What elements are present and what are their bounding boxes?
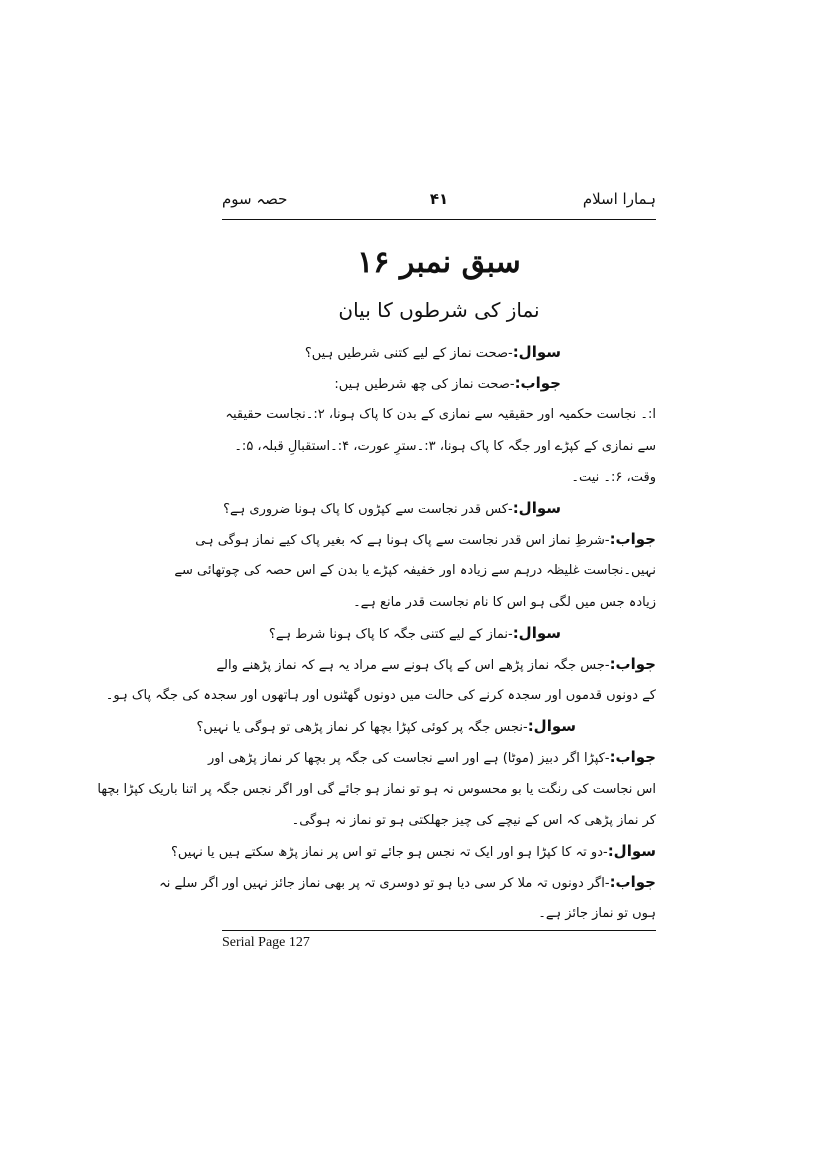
lesson-body (97, 337, 656, 930)
question-label: سوال: (512, 498, 561, 517)
book-title: ہمارا اسلام (582, 190, 656, 208)
answer-label: جواب: (609, 654, 656, 673)
question-label: سوال: (607, 842, 656, 860)
question-3 (222, 618, 656, 649)
answer-label: جواب: (514, 374, 561, 393)
answer-label: جواب: (609, 873, 656, 892)
question-text: -صحت نماز کے لیے کتنی شرطیں ہیں؟ (304, 346, 513, 361)
question-4 (196, 711, 656, 742)
answer-line: زیادہ جس میں لگی ہو اس کا نام نجاست قدر مانع ہے۔ (353, 594, 656, 610)
question-text: -نماز کے لیے کتنی جگہ کا پاک ہونا شرط ہے؟ (268, 626, 513, 642)
page-header (222, 190, 656, 220)
answer-2 (195, 524, 656, 555)
answer-4 (207, 742, 656, 773)
question-text: -کس قدر نجاست سے کپڑوں کا پاک ہونا ضروری ہے؟ (223, 501, 513, 517)
answer-line: وقت، ۶:۔ نیت۔ (571, 469, 656, 485)
answer-text: -اگر دونوں تہ ملا کر سی دیا ہو تو دوسری تہ پر بھی نماز جائز نہیں اور اگر سلے نہ (159, 876, 610, 892)
lesson-subtitle: نماز کی شرطوں کا بیان (338, 298, 540, 322)
question-label: سوال: (512, 623, 561, 642)
question-text: -نجس جگہ پر کوئی کپڑا بچھا کر نماز پڑھی تو ہوگی یا نہیں؟ (196, 720, 528, 736)
answer-line: سے نمازی کے کپڑے اور جگہ کا پاک ہونا، ۳:۔سترِ عورت، ۴:۔استقبالِ قبلہ، ۵:۔ (234, 438, 656, 454)
answer-label: جواب: (609, 748, 656, 767)
answer-text: -کپڑا اگر دبیز (موٹا) ہے اور اسے نجاست کی جگہ پر بچھا کر نماز پڑھی اور (207, 751, 610, 767)
page-number: ۴۱ (429, 190, 449, 208)
answer-3 (216, 649, 656, 680)
answer-line: کے دونوں قدموں اور سجدہ کرنے کی حالت میں دونوں گھٹنوں اور ہاتھوں اور سجدہ کی جگہ پاک ہو۔ (105, 688, 656, 704)
lesson-title: سبق نمبر ۱۶ (357, 245, 521, 280)
answer-line: ا:۔ نجاست حکمیہ اور حقیقیہ سے نمازی کے بدن کا پاک ہونا، ۲:۔نجاست حقیقیہ (225, 407, 656, 423)
question-1 (222, 337, 656, 368)
answer-line: اس نجاست کی رنگت یا بو محسوس نہ ہو تو نماز ہو جائے گی اور اگر نجس جگہ پر اتنا باریک کپڑا بچھا (97, 781, 656, 797)
footer-rule (222, 930, 656, 931)
question-label: سوال: (527, 717, 576, 736)
answer-line: ہوں تو نماز جائز ہے۔ (538, 906, 656, 922)
question-5 (170, 836, 656, 867)
question-label: سوال: (512, 343, 561, 361)
question-2 (222, 493, 656, 524)
question-text: -دو تہ کا کپڑا ہو اور ایک تہ نجس ہو جائے تو اس پر نماز پڑھ سکتے ہیں یا نہیں؟ (170, 845, 608, 860)
answer-text: -جس جگہ نماز پڑھے اس کے پاک ہونے سے مراد یہ ہے کہ نماز پڑھنے والے (216, 657, 610, 673)
answer-text: -صحت نماز کی چھ شرطیں ہیں: (334, 377, 515, 393)
header-rule (222, 219, 656, 220)
serial-page: Serial Page 127 (222, 935, 310, 950)
answer-line: نہیں۔نجاست غلیظہ درہم سے زیادہ اور خفیفہ کپڑے یا بدن کے اس حصہ کی چوتھائی سے (174, 563, 656, 579)
answer-5 (159, 867, 656, 898)
part-label: حصہ سوم (222, 190, 288, 208)
answer-1 (222, 368, 656, 399)
answer-text: -شرطِ نماز اس قدر نجاست سے پاک ہونا ہے کہ بغیر پاک کیے نماز ہوگی ہی (195, 533, 610, 549)
answer-label: جواب: (609, 530, 656, 549)
answer-line: کر نماز پڑھی کہ اس کے نیچے کی چیز جھلکتی ہو تو نماز نہ ہوگی۔ (291, 812, 656, 828)
